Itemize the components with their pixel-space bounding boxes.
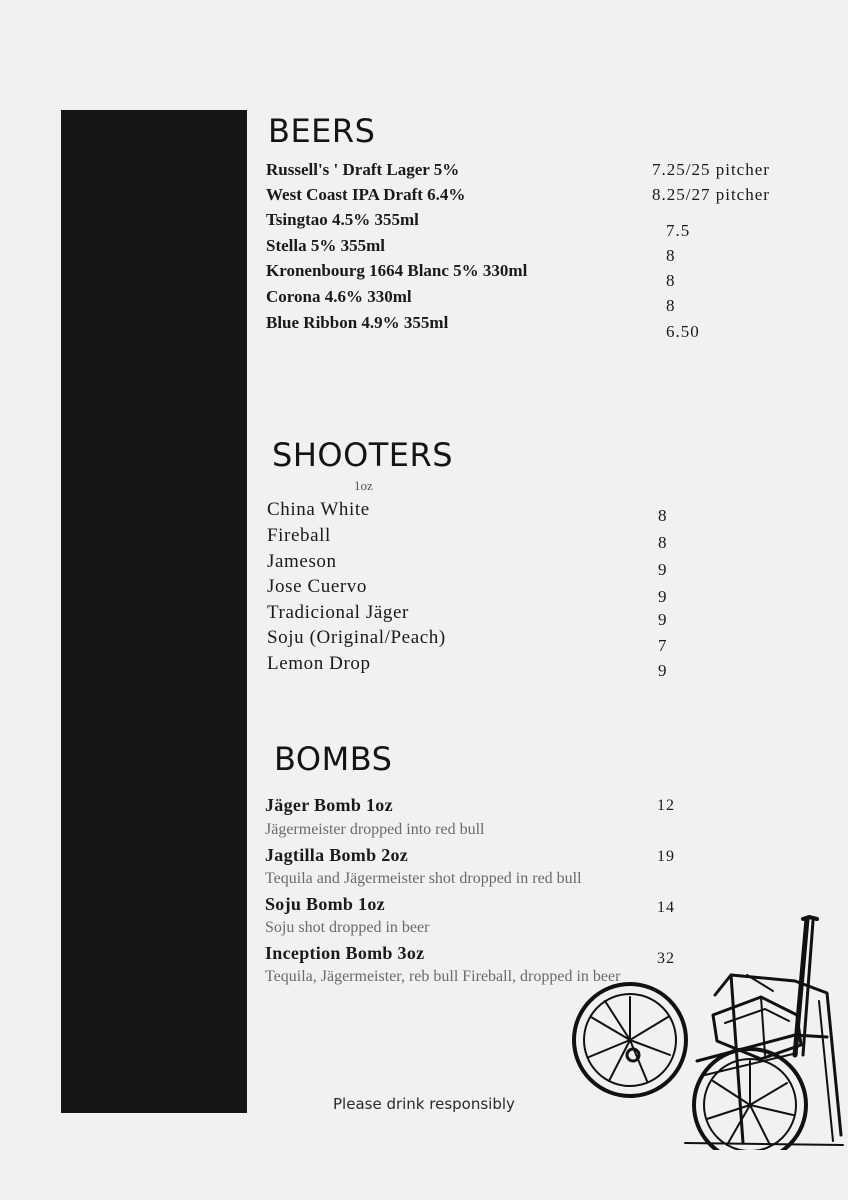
drink-responsibly-note: Please drink responsibly: [333, 1095, 515, 1113]
beer-item-name: Blue Ribbon 4.9% 355ml: [266, 313, 449, 332]
shooters-size-note: 1oz: [354, 478, 373, 493]
beer-item-price: 8: [666, 296, 676, 315]
shooter-item-name: Jose Cuervo: [267, 576, 368, 597]
shooter-item-price: 9: [658, 560, 667, 579]
shooter-item-name: Tradicional Jäger: [267, 602, 409, 623]
bomb-item-description: Tequila, Jägermeister, reb bull Fireball, dropped in beer: [265, 968, 621, 985]
bomb-item-price: 32: [657, 950, 675, 967]
bombs-heading: BOMBS: [274, 740, 393, 778]
beer-item-price: 7.25/25 pitcher: [652, 160, 770, 179]
shooter-item-price: 9: [658, 610, 667, 629]
bomb-item-description: Soju shot dropped in beer: [265, 919, 430, 936]
beer-item-price: 7.5: [666, 221, 691, 240]
bomb-item-price: 14: [657, 899, 675, 916]
shooter-item-price: 8: [658, 506, 667, 525]
beer-item-price: 8.25/27 pitcher: [652, 185, 770, 204]
bomb-item-description: Jägermeister dropped into red bull: [265, 821, 485, 838]
beers-heading: BEERS: [268, 112, 376, 150]
beer-item-name: Kronenbourg 1664 Blanc 5% 330ml: [266, 261, 528, 280]
cocktail-drink-illustration: [565, 905, 848, 1150]
shooter-item-name: China White: [267, 499, 370, 520]
beer-item-name: Russell's ' Draft Lager 5%: [266, 160, 460, 179]
beer-item-name: Corona 4.6% 330ml: [266, 287, 412, 306]
bomb-item-price: 19: [657, 848, 675, 865]
shooter-item-name: Soju (Original/Peach): [267, 627, 446, 648]
shooter-item-price: 8: [658, 533, 667, 552]
shooter-item-price: 9: [658, 587, 667, 606]
shooter-item-name: Jameson: [267, 551, 337, 572]
beer-item-name: Stella 5% 355ml: [266, 236, 385, 255]
beer-item-price: 6.50: [666, 322, 700, 341]
shooter-item-price: 9: [658, 661, 667, 680]
beer-item-name: West Coast IPA Draft 6.4%: [266, 185, 466, 204]
bomb-item-description: Tequila and Jägermeister shot dropped in red bull: [265, 870, 582, 887]
shooters-heading: SHOOTERS: [272, 436, 454, 474]
bomb-item-price: 12: [657, 797, 675, 814]
bomb-item-name: Soju Bomb 1oz: [265, 894, 385, 914]
bomb-item-name: Jagtilla Bomb 2oz: [265, 845, 409, 865]
shooter-item-price: 7: [658, 636, 667, 655]
bomb-item-name: Inception Bomb 3oz: [265, 943, 425, 963]
beer-item-price: 8: [666, 246, 676, 265]
shooter-item-name: Fireball: [267, 525, 331, 546]
shooter-item-name: Lemon Drop: [267, 653, 371, 674]
decorative-sidebar: [61, 110, 247, 1113]
bomb-item-name: Jäger Bomb 1oz: [265, 795, 393, 815]
beer-item-price: 8: [666, 271, 676, 290]
beer-item-name: Tsingtao 4.5% 355ml: [266, 210, 419, 229]
